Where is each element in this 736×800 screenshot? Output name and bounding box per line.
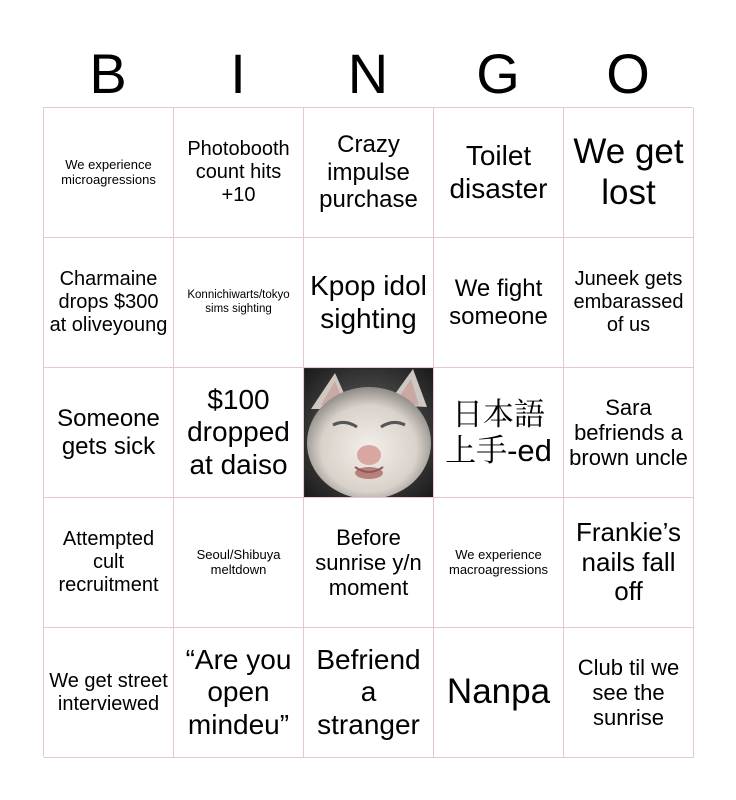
bingo-cell[interactable]: “Are you open mindeu” (174, 628, 304, 758)
bingo-board (43, 107, 693, 757)
bingo-cell[interactable]: Crazy impulse purchase (304, 108, 434, 238)
bingo-cell[interactable]: We get street interviewed (44, 628, 174, 758)
bingo-cell[interactable]: Frankie’s nails fall off (564, 498, 694, 628)
bingo-cell[interactable]: Sara befriends a brown uncle (564, 368, 694, 498)
header-letter-o: O (606, 42, 650, 105)
cat-face-photo-icon (305, 369, 433, 497)
bingo-cell[interactable]: Charmaine drops $300 at oliveyoung (44, 238, 174, 368)
header-letter-g: G (476, 42, 520, 105)
bingo-cell[interactable]: Someone gets sick (44, 368, 174, 498)
header-letter-b: B (89, 42, 127, 105)
bingo-cell[interactable]: Attempted cult recruitment (44, 498, 174, 628)
bingo-cell[interactable]: Juneek gets embarassed of us (564, 238, 694, 368)
bingo-cell[interactable]: We experience macroagressions (434, 498, 564, 628)
header-letter-i: I (230, 42, 246, 105)
bingo-cell[interactable]: 日本語上手-ed (434, 368, 564, 498)
bingo-cell[interactable]: $100 dropped at daiso (174, 368, 304, 498)
bingo-cell[interactable]: Seoul/Shibuya meltdown (174, 498, 304, 628)
bingo-cell[interactable]: Before sunrise y/n moment (304, 498, 434, 628)
bingo-header (43, 40, 693, 108)
free-space[interactable] (304, 368, 434, 498)
bingo-cell[interactable]: Club til we see the sunrise (564, 628, 694, 758)
bingo-cell[interactable]: Befriend a stranger (304, 628, 434, 758)
bingo-cell[interactable]: Konnichiwarts/tokyo sims sighting (174, 238, 304, 368)
header-letter-n: N (347, 42, 389, 105)
bingo-cell[interactable]: Photobooth count hits +10 (174, 108, 304, 238)
bingo-cell[interactable]: Nanpa (434, 628, 564, 758)
bingo-cell[interactable]: We fight someone (434, 238, 564, 368)
bingo-cell[interactable]: Toilet disaster (434, 108, 564, 238)
bingo-cell[interactable]: Kpop idol sighting (304, 238, 434, 368)
bingo-cell[interactable]: We experience microagressions (44, 108, 174, 238)
bingo-cell[interactable]: We get lost (564, 108, 694, 238)
